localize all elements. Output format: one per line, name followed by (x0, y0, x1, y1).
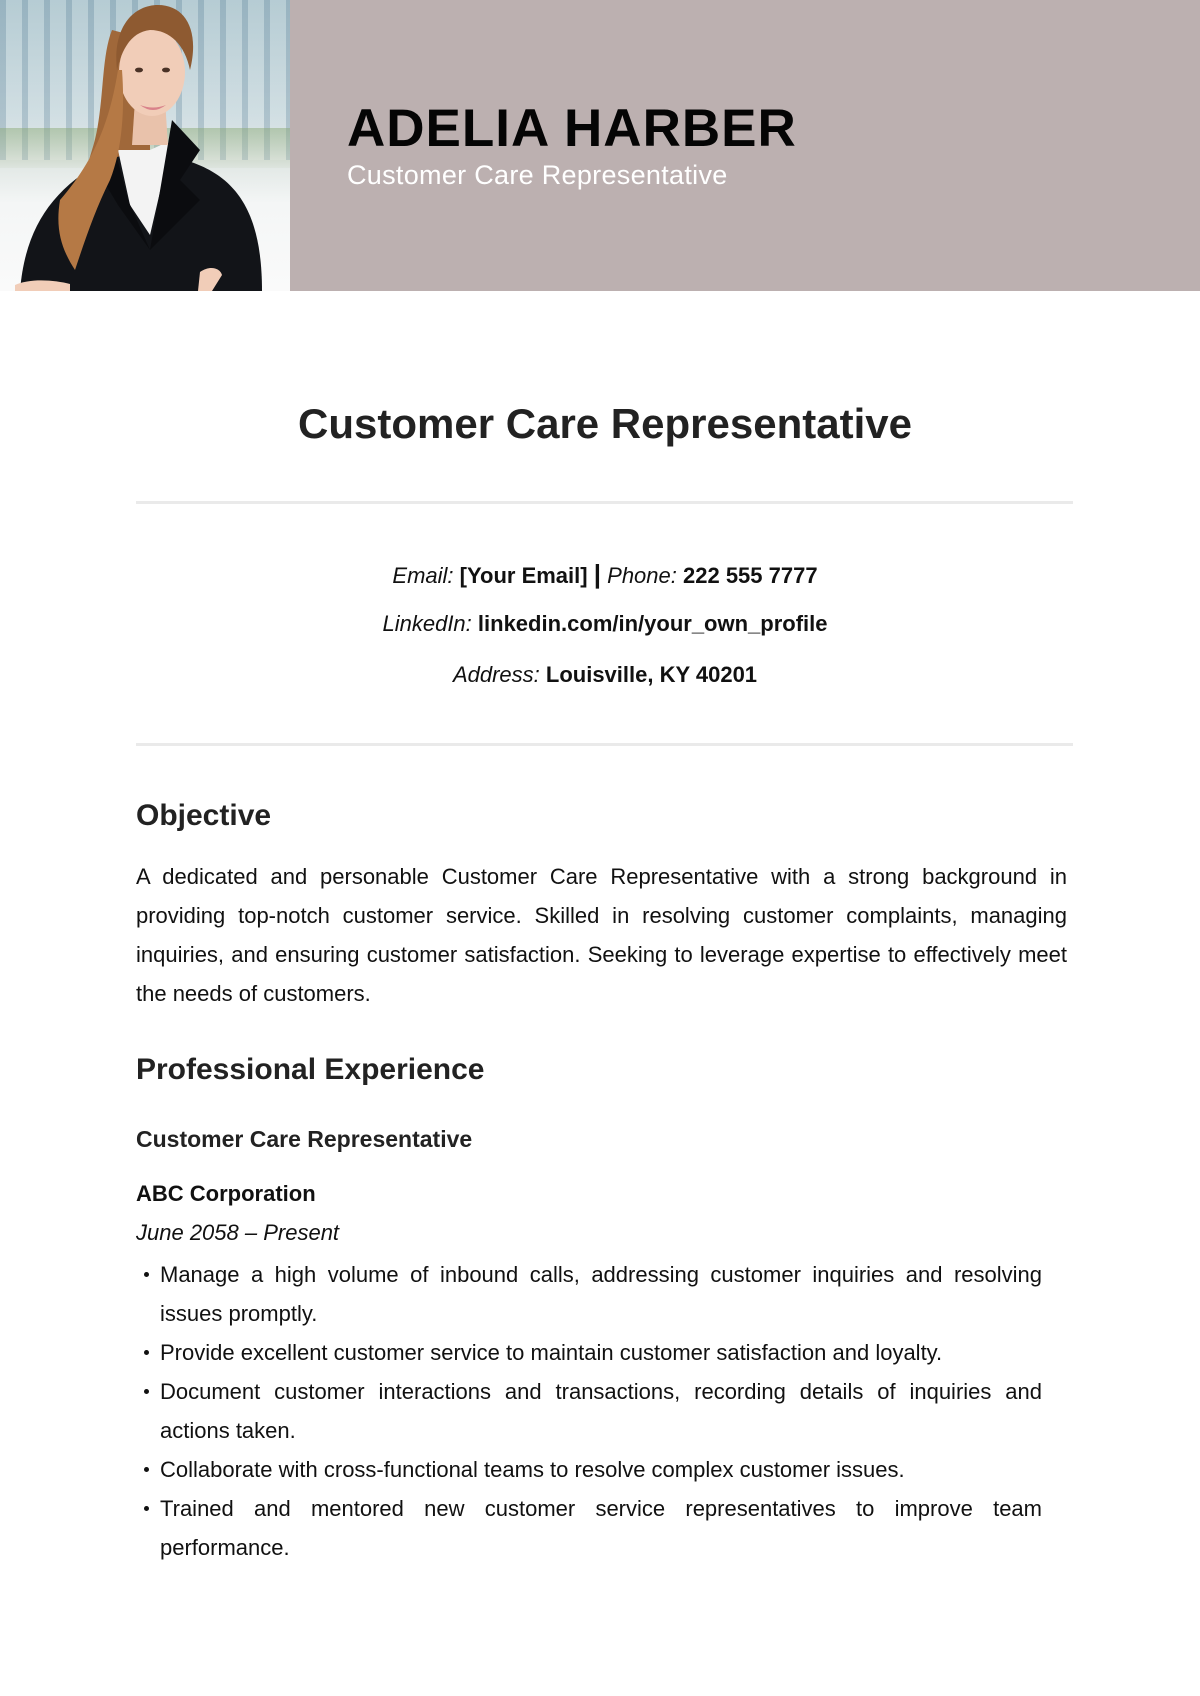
candidate-name: ADELIA HARBER (347, 99, 797, 158)
bullet-icon (144, 1350, 149, 1355)
bullet-icon (144, 1467, 149, 1472)
objective-heading: Objective (136, 799, 272, 832)
divider-bottom (136, 743, 1073, 746)
list-item (136, 1333, 1042, 1372)
list-item-text: Provide excellent customer service to maintain customer satisfaction and loyalty. (160, 1340, 943, 1365)
phone-label: Phone: (607, 563, 677, 588)
list-item-text: Collaborate with cross-functional teams to resolve complex customer issues. (160, 1457, 905, 1482)
job-dates: June 2058 – Present (136, 1220, 340, 1245)
linkedin-value[interactable]: linkedin.com/in/your_own_profile (477, 611, 828, 636)
contact-address (0, 662, 1200, 688)
bullet-icon (144, 1506, 149, 1511)
list-item (136, 1372, 1042, 1450)
contact-email-phone (0, 559, 1200, 590)
address-value: Louisville, KY 40201 (545, 662, 758, 687)
job-title: Customer Care Representative (136, 1126, 473, 1152)
contact-separator: | (593, 559, 602, 589)
bullet-icon (144, 1389, 149, 1394)
contact-linkedin (0, 611, 1200, 637)
profile-photo (0, 0, 290, 291)
list-item-text: Manage a high volume of inbound calls, addressing customer inquiries and resolving issues promptly. (160, 1262, 1042, 1326)
linkedin-label: LinkedIn: (382, 611, 472, 636)
job-company: ABC Corporation (136, 1181, 316, 1206)
divider-top (136, 501, 1073, 504)
email-label: Email: (392, 563, 454, 588)
candidate-subtitle: Customer Care Representative (347, 160, 728, 190)
email-value[interactable]: [Your Email] (459, 563, 588, 588)
document-title: Customer Care Representative (298, 400, 912, 447)
bullet-icon (144, 1272, 149, 1277)
address-label: Address: (452, 662, 540, 687)
objective-text: A dedicated and personable Customer Care Representative with a strong background in providing top-notch customer service. Skilled in resolving customer complaints, managing inquiries, and ensuring customer satisfaction. Seeking to leverage expertise to effectively meet the needs of customers. (136, 864, 1067, 1006)
resume-header (0, 0, 1200, 291)
experience-heading: Professional Experience (136, 1053, 485, 1086)
list-item-text: Document customer interactions and transactions, recording details of inquiries and actions taken. (160, 1379, 1042, 1443)
phone-value[interactable]: 222 555 7777 (683, 563, 818, 588)
person-silhouette-icon (0, 0, 290, 291)
list-item (136, 1489, 1042, 1567)
list-item (136, 1450, 1042, 1489)
list-item (136, 1255, 1042, 1333)
list-item-text: Trained and mentored new customer service representatives to improve team performance. (160, 1496, 1042, 1560)
job-responsibilities-list (136, 1255, 1042, 1567)
